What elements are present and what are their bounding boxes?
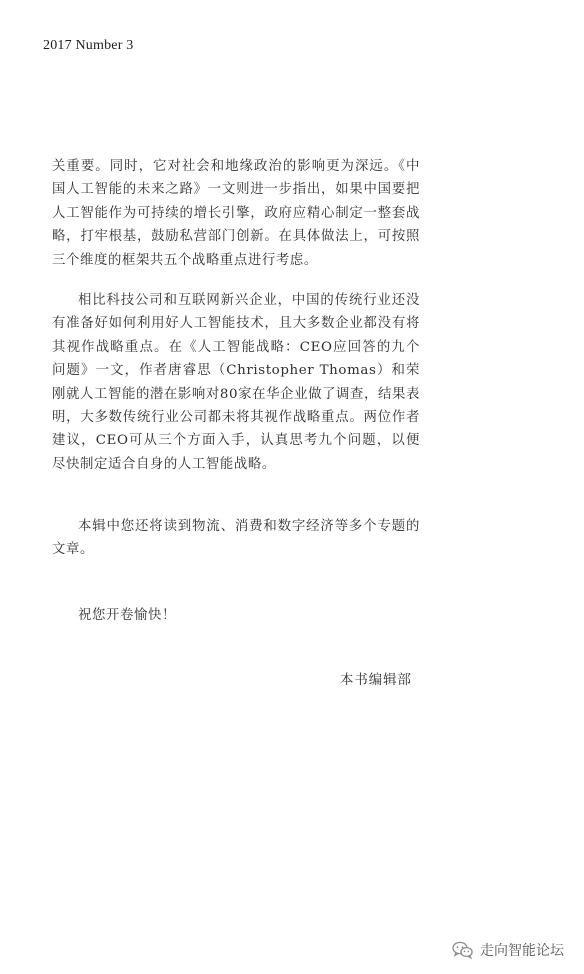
paragraph-other-topics: 本辑中您还将读到物流、消费和数字经济等多个专题的文章。 (52, 519, 420, 558)
wechat-icon (452, 941, 474, 959)
watermark (452, 940, 564, 960)
paragraph-ai-strategy: 相比科技公司和互联网新兴企业，中国的传统行业还没有准备好如何利用好人工智能技术，且大多数企业都没有将其视作战略重点。在《人工智能战略：CEO应回答的九个问题》一文，作者唐睿思（Christopher Thomas）和荣刚就人工智能的潜在影响对80家在华企业做了调查，结果表明，大多数传统行业公司都未将其视作战略重点。两位作者建议，CEO可从三个方面入手，认真思考九个问题，以便尽快制定适合自身的人工智能战略。 (52, 293, 421, 472)
issue-header: 2017 Number 3 (43, 38, 134, 53)
editorial-signature: 本书编辑部 (340, 673, 412, 688)
paragraph-continuation: 关重要。同时，它对社会和地缘政治的影响更为深远。《中国人工智能的未来之路》一文则进一步指出，如果中国要把人工智能作为可持续的增长引擎，政府应精心制定一整套战略，打牢根基，鼓励私营部门创新。在具体做法上，可按照三个维度的框架共五个战略重点进行考虑。 (52, 159, 420, 268)
paragraph-closing-wish: 祝您开卷愉快！ (78, 608, 176, 623)
watermark-text: 走向智能论坛 (480, 943, 564, 959)
